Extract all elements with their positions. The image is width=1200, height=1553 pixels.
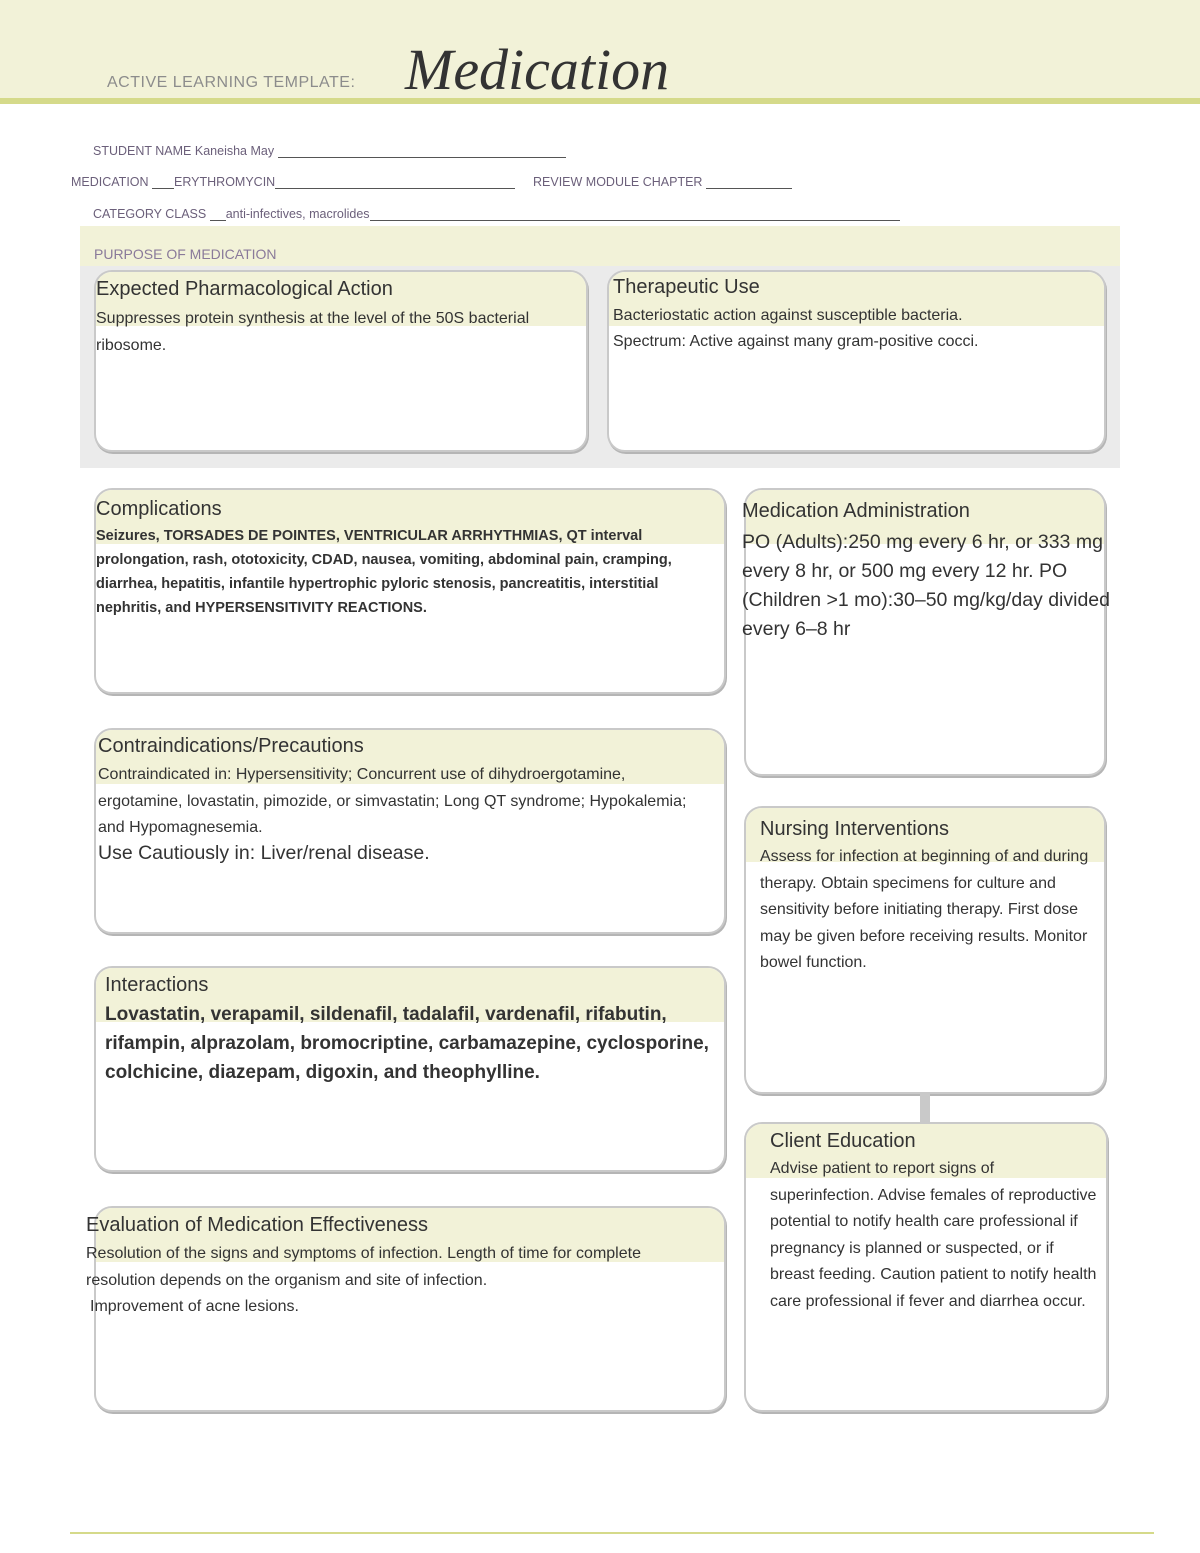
interactions-box (94, 966, 726, 1172)
medication-underline-lead (152, 188, 174, 189)
contraindications-title: Contraindications/Precautions (98, 735, 364, 757)
therapeutic-use-box (607, 270, 1106, 452)
therapeutic-use-line1: Bacteriostatic action against susceptible bacteria. (613, 307, 963, 324)
medication-value[interactable]: ERYTHROMYCIN (174, 175, 276, 189)
category-class-underline (370, 220, 900, 221)
medication-field (71, 175, 515, 189)
administration-box (742, 488, 1110, 776)
interactions-text: Lovastatin, verapamil, sildenafil, tadalafil, vardenafil, rifabutin, rifampin, alprazolam, bromocriptine, carbamazepine, cyclosporine, colchicine, diazepam, digoxin, and theophylline. (105, 1004, 709, 1083)
medication-underline (275, 188, 515, 189)
review-module-field (533, 175, 792, 189)
expected-action-box (94, 270, 588, 452)
template-label: ACTIVE LEARNING TEMPLATE: (107, 74, 356, 91)
medication-label: MEDICATION (71, 175, 149, 189)
administration-title: Medication Administration (742, 500, 970, 522)
student-name-field (93, 144, 566, 158)
contraindications-box (94, 728, 726, 934)
category-class-value[interactable]: anti-infectives, macrolides (225, 207, 370, 221)
student-name-label: STUDENT NAME (93, 144, 192, 158)
administration-text: PO (Adults):250 mg every 6 hr, or 333 mg every 8 hr, or 500 mg every 12 hr. PO (Children >1 mo):30–50 mg/kg/day divided every 6–8 hr (742, 531, 1110, 640)
education-title: Client Education (770, 1130, 916, 1152)
nursing-text: Assess for infection at beginning of and during therapy. Obtain specimens for culture and sensitivity before initiating therapy. First dose may be given before receiving results. Monitor bowel function. (760, 848, 1089, 971)
footer-rule (70, 1532, 1154, 1534)
education-text: Advise patient to report signs of superinfection. Advise females of reproductive potential to notify health care professional if pregnancy is planned or suspected, or if breast feeding. Caution patient to notify health care professional if fever and diarrhea occur. (770, 1160, 1097, 1310)
student-name-value[interactable]: Kaneisha May (194, 144, 275, 158)
education-box (744, 1122, 1108, 1412)
category-class-label: CATEGORY CLASS (93, 207, 207, 221)
interactions-title: Interactions (105, 974, 209, 996)
evaluation-box (86, 1206, 726, 1412)
expected-action-title: Expected Pharmacological Action (96, 278, 393, 300)
connector (920, 1094, 930, 1124)
review-module-underline (706, 188, 792, 189)
evaluation-title: Evaluation of Medication Effectiveness (86, 1214, 429, 1236)
therapeutic-use-title: Therapeutic Use (613, 276, 760, 298)
nursing-box (744, 806, 1106, 1094)
purpose-label: PURPOSE OF MEDICATION (94, 246, 277, 262)
complications-text: Seizures, TORSADES DE POINTES, VENTRICULAR ARRHYTHMIAS, QT interval prolongation, rash, ototoxicity, CDAD, nausea, vomiting, abdominal pain, cramping, diarrhea, hepatitis, infantile hypertrophic pyloric stenosis, pancreatitis, interstitial nephritis, and HYPERSENSITIVITY REACTIONS. (96, 528, 672, 616)
evaluation-text: Resolution of the signs and symptoms of infection. Length of time for complete resolution depends on the organism and site of infection. (86, 1245, 641, 1289)
category-class-field (93, 207, 900, 221)
contraindications-cautious: Use Cautiously in: Liver/renal disease. (98, 842, 430, 864)
complications-title: Complications (96, 498, 222, 520)
contraindications-text: Contraindicated in: Hypersensitivity; Concurrent use of dihydroergotamine, ergotamine, lovastatin, pimozide, or simvastatin; Long QT syndrome; Hypokalemia; and Hypomagnesemia. (98, 766, 687, 836)
therapeutic-use-line2: Spectrum: Active against many gram-positive cocci. (613, 333, 979, 350)
category-underline-lead (210, 220, 226, 221)
evaluation-text2: Improvement of acne lesions. (90, 1298, 299, 1315)
review-module-label: REVIEW MODULE CHAPTER (533, 175, 703, 189)
page-title: Medication (405, 37, 670, 102)
complications-box (94, 488, 726, 694)
expected-action-text: Suppresses protein synthesis at the level of the 50S bacterial ribosome. (96, 310, 530, 354)
nursing-title: Nursing Interventions (760, 818, 949, 840)
student-name-underline (278, 157, 566, 158)
